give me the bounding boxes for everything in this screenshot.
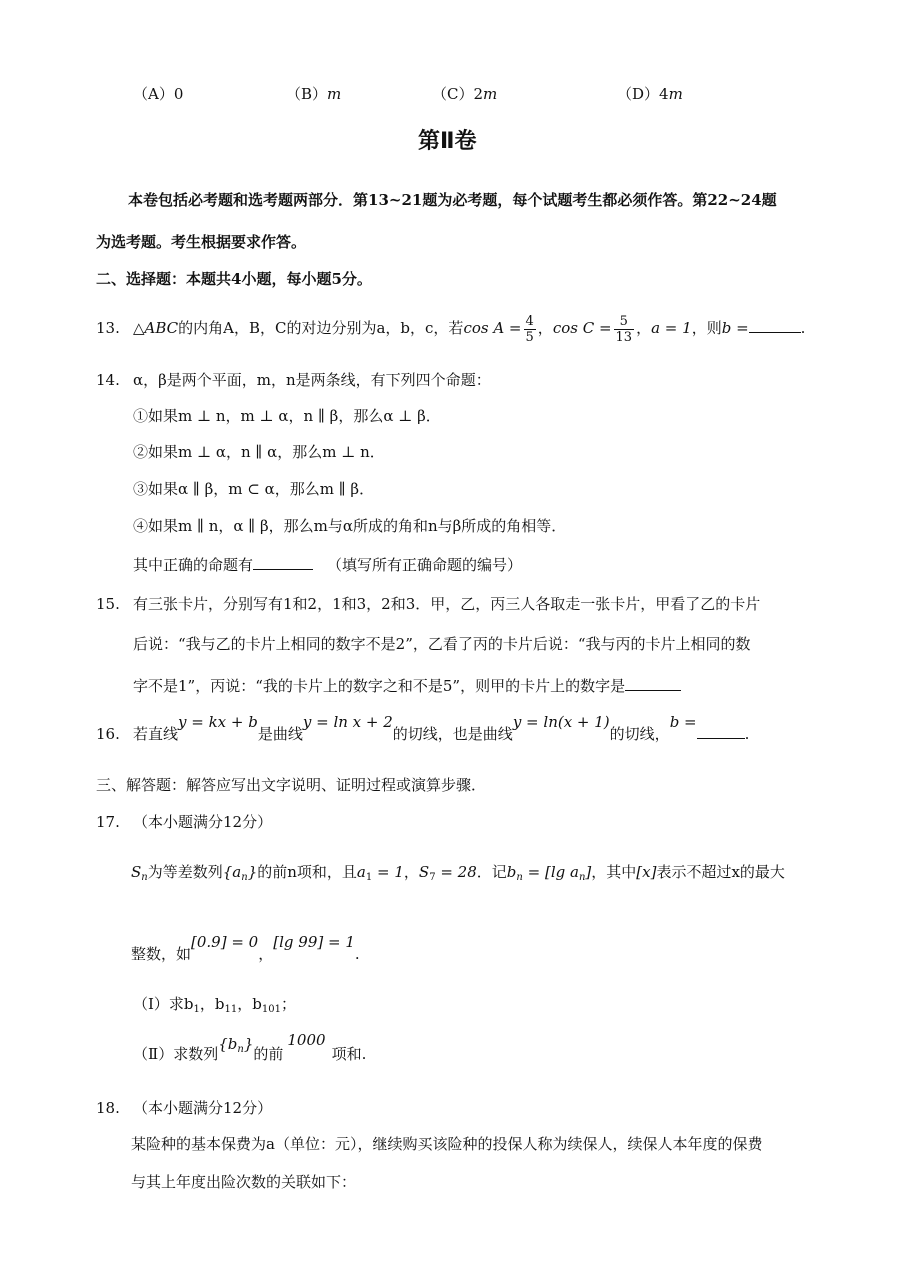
proposition-4: ④如果m ∥ n，α ∥ β，那么m与α所成的角和n与β所成的角相等． [133, 517, 567, 535]
proposition-1: ①如果m ⊥ n，m ⊥ α，n ∥ β，那么α ⊥ β． [133, 407, 441, 425]
section-heading: 二、选择题：本题共4小题，每小题5分。 [96, 270, 372, 288]
answer-blank [749, 318, 801, 333]
answer-blank [253, 555, 313, 570]
question-17-part-1: （Ⅰ）求$b_1$，$b_{11}$，$b_{101}$； [133, 995, 296, 1015]
intro-line-1: 本卷包括必考题和选考题两部分．第13~21题为必考题，每个试题考生都必须作答。第22~24题 [128, 191, 777, 209]
question-number: 15. [96, 595, 120, 613]
choice-a: （A）0 [133, 85, 184, 103]
question-number: 13. [96, 319, 120, 337]
question-17-examples: 整数，如[0.9] = 0，[lg 99] = 1. [131, 933, 360, 963]
question-17-part-2: （Ⅱ）求数列$\{b^n\}$的前1000项和. [133, 1031, 367, 1063]
question-15-line-1: 有三张卡片，分别写有1和2，1和3，2和3．甲，乙，丙三人各取走一张卡片，甲看了乙的卡片 [133, 595, 761, 613]
question-number: 16. [96, 725, 120, 743]
fraction: $\frac{4}{5}$ [525, 313, 534, 345]
answer-blank [697, 724, 745, 739]
choice-d: （D）4m [617, 85, 683, 103]
score-note: （本小题满分12分） [133, 813, 273, 831]
question-18-line-1: 某险种的基本保费为a（单位：元），继续购买该险种的投保人称为续保人，续保人本年度的保费 [131, 1135, 763, 1153]
answer-blank [625, 676, 681, 691]
question-17-statement: $S_n$为等差数列$\{a_n\}$的前n项和，且$a_1 = 1$，$S_7 = 28$．记$b_n = [\lg$ $a_n$]，其中[x]表示不超过x的最大 [131, 863, 785, 883]
choice-c: （C）2m [432, 85, 498, 103]
question-number: 17. [96, 813, 120, 831]
question-14-ask: 其中正确的命题有 （填写所有正确命题的编号） [133, 556, 523, 574]
score-note: （本小题满分12分） [133, 1099, 273, 1117]
section-heading: 三、解答题：解答应写出文字说明、证明过程或演算步骤． [96, 776, 487, 794]
part-title: 第Ⅱ卷 [418, 129, 477, 154]
fraction: $\frac{5}{13}$ [615, 313, 633, 345]
question-16: 若直线y = kx + b是曲线y = ln x + 2的切线，也是曲线y = ln(x + 1)的切线，b =. [133, 713, 750, 743]
question-number: 18. [96, 1099, 120, 1117]
intro-line-2: 为选考题。考生根据要求作答。 [96, 233, 307, 251]
question-15-line-3: 字不是1”，丙说：“我的卡片上的数字之和不是5”，则甲的卡片上的数字是 [133, 676, 681, 696]
question-15-line-2: 后说：“我与乙的卡片上相同的数字不是2”，乙看了丙的卡片后说：“我与丙的卡片上相同的数 [133, 635, 751, 653]
proposition-2: ②如果m ⊥ α，n ∥ α，那么m ⊥ n． [133, 443, 385, 461]
question-18-line-2: 与其上年度出险次数的关联如下： [131, 1173, 357, 1191]
question-14-head: α，β是两个平面，m，n是两条线，有下列四个命题： [133, 371, 491, 389]
question-13: △ABC的内角A，B，C的对边分别为a，b，c，若cos A = $\frac{4}{5}$ ，cos C = $\frac{5}{13}$ ，a = 1，则b = . [133, 313, 806, 345]
choice-b: （B）m [286, 85, 342, 103]
proposition-3: ③如果α ∥ β，m ⊂ α，那么m ∥ β． [133, 480, 375, 498]
question-number: 14. [96, 371, 120, 389]
